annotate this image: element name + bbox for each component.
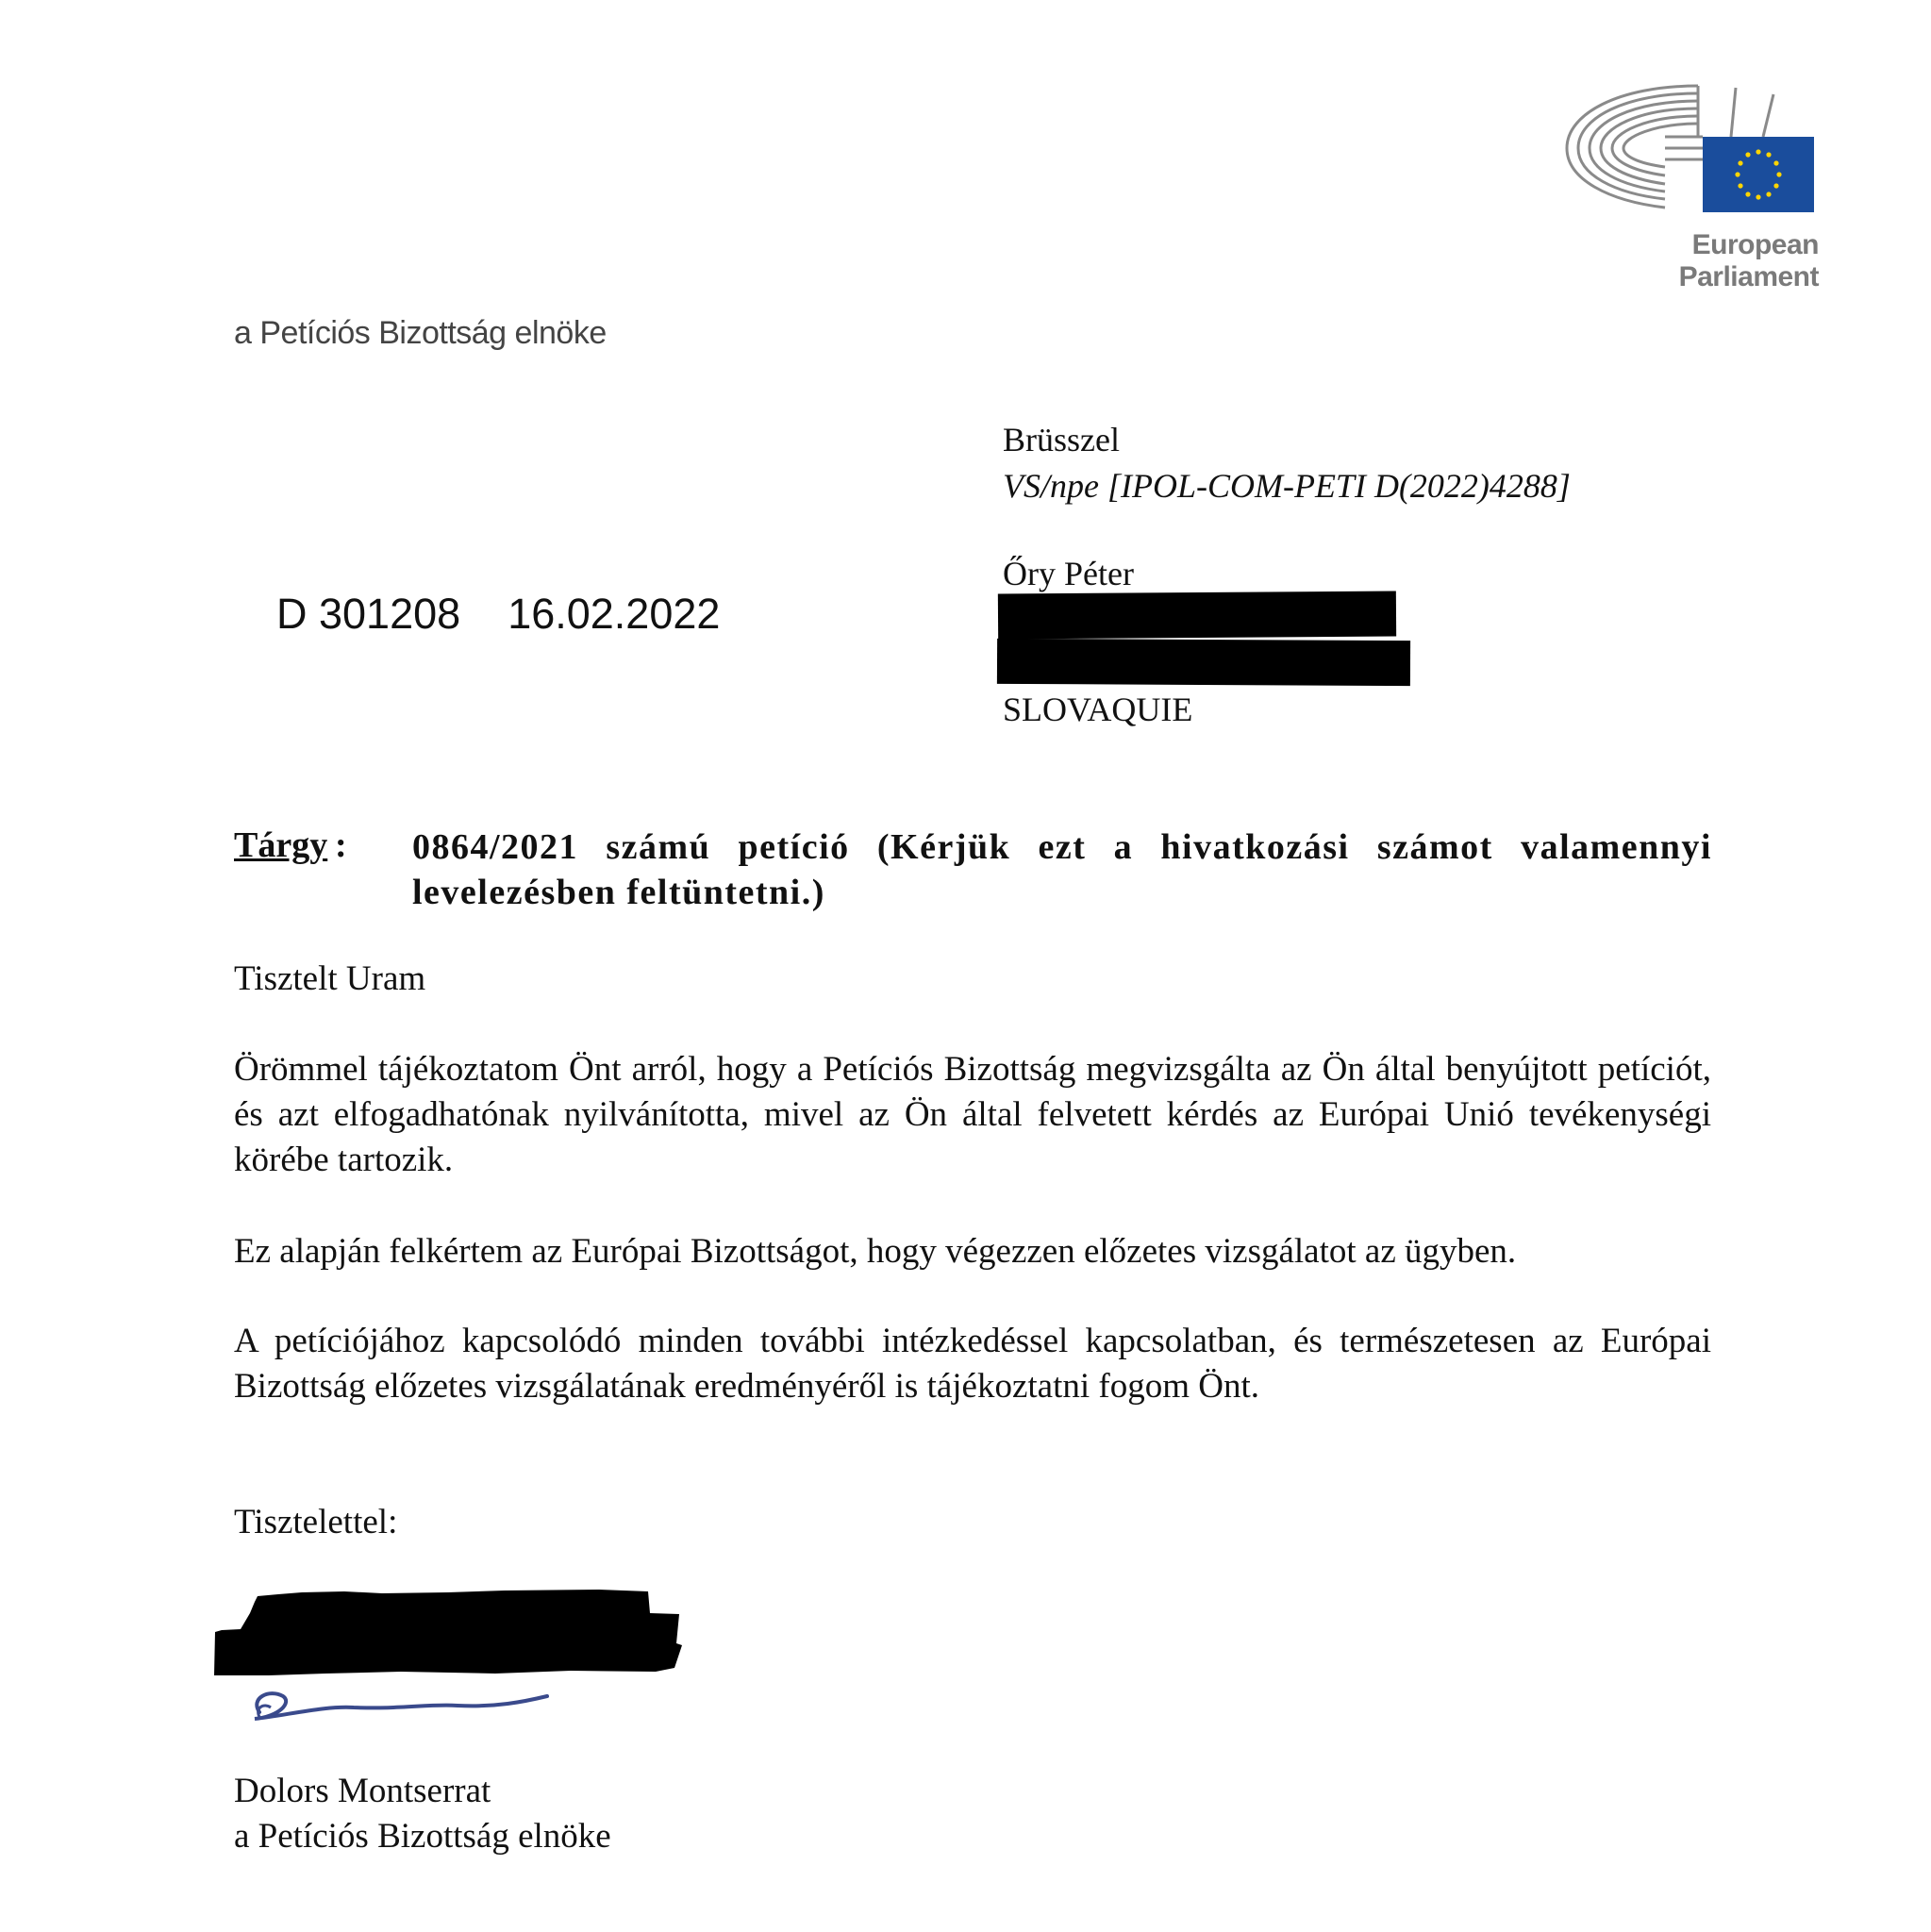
- closing: Tisztelettel:: [234, 1503, 398, 1541]
- salutation: Tisztelt Uram: [234, 959, 426, 998]
- subject-text: 0864/2021 számú petíció (Kérjük ezt a hivatkozási számot valamennyi levelezésben feltüntetni.): [412, 827, 1712, 912]
- subject-colon: :: [335, 825, 347, 865]
- registration-stamp: [276, 590, 720, 639]
- logo-text: European Parliament: [1678, 229, 1819, 292]
- recipient-country: SLOVAQUIE: [1003, 691, 1193, 728]
- body-paragraph: Örömmel tájékoztatom Önt arról, hogy a Petíciós Bizottság megvizsgálta az Ön által benyújtott petíciót, és azt elfogadhatónak nyilvánította, mivel az Ön által felvetett kérdés az Európai Unió tevékenységi körébe tartozik.: [234, 1050, 1711, 1179]
- body-paragraph: A petíciójához kapcsolódó minden további intézkedéssel kapcsolatban, és természetesen az Európai Bizottság előzetes vizsgálatának eredményéről is tájékoztatni fogom Önt.: [234, 1322, 1711, 1406]
- signer-title: a Petíciós Bizottság elnöke: [234, 1817, 611, 1856]
- body-paragraph: Ez alapján felkértem az Európai Bizottságot, hogy végezzen előzetes vizsgálatot az ügyben.: [234, 1232, 1517, 1271]
- eu-flag: [1703, 137, 1814, 212]
- redacted-signature: [212, 1585, 703, 1726]
- redacted-address-line-1: [998, 591, 1396, 640]
- recipient-name: Őry Péter: [1003, 555, 1134, 592]
- header-role: a Petíciós Bizottság elnöke: [234, 315, 607, 351]
- stamp-number: D 301208: [276, 590, 461, 638]
- redacted-address-line-2: [997, 639, 1410, 686]
- city: Brüsszel: [1003, 421, 1120, 458]
- reference-number: VS/npe [IPOL-COM-PETI D(2022)4288]: [1003, 467, 1571, 505]
- stamp-date: 16.02.2022: [508, 590, 721, 638]
- subject-label: Tárgy: [234, 825, 328, 865]
- signer-name: Dolors Montserrat: [234, 1772, 491, 1810]
